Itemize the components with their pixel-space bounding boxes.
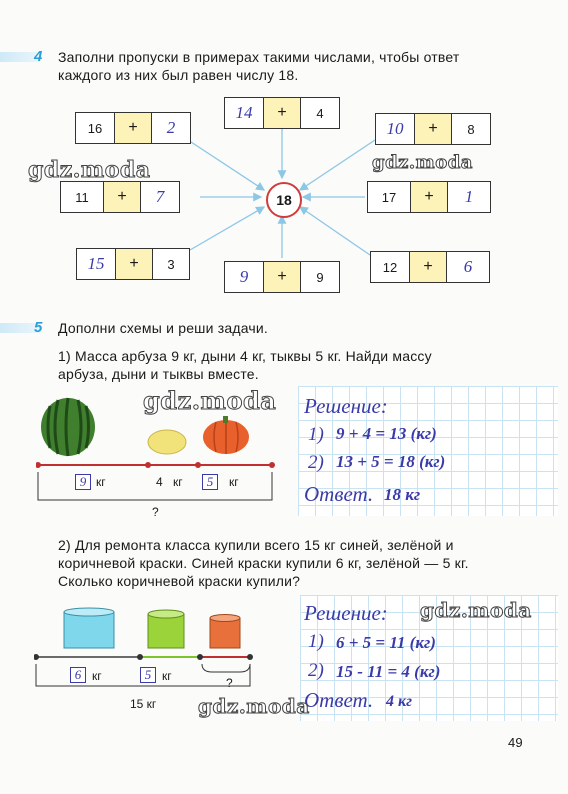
unit-label: кг <box>96 475 106 489</box>
melon-icon <box>148 430 186 454</box>
question-mark: ? <box>152 505 159 519</box>
step-number: 2) <box>308 452 324 473</box>
example-box <box>375 113 491 145</box>
task-number: 4 <box>34 48 43 65</box>
answer-value: 18 кг <box>384 485 421 504</box>
filled-value: 9 <box>75 474 91 490</box>
unit-label: кг <box>92 669 102 683</box>
example-term: 11 <box>61 182 104 212</box>
question-mark: ? <box>226 676 233 690</box>
example-box <box>224 97 340 129</box>
example-term: 17 <box>368 182 411 212</box>
filled-term: 6 <box>463 257 473 276</box>
watermark: gdz.moda <box>198 694 310 718</box>
watermark: gdz.moda <box>420 598 532 622</box>
watermark: gdz.moda <box>28 157 151 183</box>
example-term: 9 <box>316 269 324 285</box>
example-box <box>75 112 191 144</box>
filled-value: 5 <box>140 667 156 683</box>
example-term: 12 <box>371 252 410 282</box>
filled-term: 1 <box>464 187 474 206</box>
example-term: 16 <box>76 113 115 143</box>
answer-label: Ответ. <box>304 482 374 506</box>
example-term: 3 <box>167 256 175 272</box>
task-number: 5 <box>34 319 43 336</box>
plus-sign: + <box>264 262 301 292</box>
filled-term: 7 <box>155 187 165 206</box>
filled-term: 10 <box>376 114 415 144</box>
green-paint-can-icon <box>148 610 184 648</box>
example-box <box>367 181 491 213</box>
watermelon-icon <box>41 398 95 456</box>
unit-label: кг <box>162 669 172 683</box>
plus-sign: + <box>104 182 141 212</box>
problem1-scheme <box>36 396 286 524</box>
filled-value: 5 <box>202 474 218 490</box>
plus-sign: + <box>264 98 301 128</box>
task-text: Заполни пропуски в примерах такими числами, чтобы ответ <box>58 49 460 65</box>
unit-label: кг <box>173 475 183 489</box>
watermark: gdz.moda <box>143 386 277 415</box>
answer-value: 4 кг <box>386 693 413 710</box>
value-label: 4 <box>156 475 163 489</box>
plus-sign: + <box>116 249 153 279</box>
solution-step: 13 + 5 = 18 (кг) <box>336 452 446 471</box>
filled-value: 6 <box>70 667 86 683</box>
solution-heading: Решение: <box>304 601 388 625</box>
task-text: каждого из них был равен числу 18. <box>58 67 299 83</box>
filled-term: 2 <box>166 118 176 137</box>
arrow-line <box>188 140 264 190</box>
filled-term: 15 <box>77 249 116 279</box>
filled-term: 9 <box>225 262 264 292</box>
arrow-line <box>300 207 370 255</box>
arrow-line <box>190 207 264 250</box>
total-label: 15 кг <box>130 697 157 711</box>
target-number: 18 <box>266 182 302 218</box>
page-number: 49 <box>508 735 523 750</box>
solution-heading: Решение: <box>304 394 388 418</box>
example-box <box>76 248 190 280</box>
filled-term: 14 <box>225 98 264 128</box>
plus-sign: + <box>411 182 448 212</box>
plus-sign: + <box>410 252 447 282</box>
solution-step: 9 + 4 = 13 (кг) <box>336 424 437 443</box>
plus-sign: + <box>115 113 152 143</box>
problem-text: 1) Масса арбуза 9 кг, дыни 4 кг, тыквы 5 кг. Найди массу <box>58 348 432 364</box>
answer-label: Ответ. <box>304 688 374 712</box>
example-term: 8 <box>467 121 475 137</box>
plus-sign: + <box>415 114 452 144</box>
arrow-line <box>300 140 375 190</box>
solution-step: 15 - 11 = 4 (кг) <box>336 662 441 681</box>
watermark: gdz.moda <box>372 152 473 173</box>
pumpkin-icon <box>203 416 249 454</box>
problem-text: Сколько коричневой краски купили? <box>58 573 301 589</box>
step-number: 1) <box>308 424 324 445</box>
example-term: 4 <box>316 105 324 121</box>
brown-paint-can-icon <box>210 615 240 649</box>
example-box <box>224 261 340 293</box>
solution-step: 6 + 5 = 11 (кг) <box>336 633 436 652</box>
unit-label: кг <box>229 475 239 489</box>
step-number: 2) <box>308 660 324 681</box>
example-box <box>60 181 180 213</box>
problem-text: арбуза, дыни и тыквы вместе. <box>58 366 259 382</box>
problem-text: коричневой краски. Синей краски купили 6 кг, зелёной — 5 кг. <box>58 555 469 571</box>
problem-text: 2) Для ремонта класса купили всего 15 кг синей, зелёной и <box>58 537 454 553</box>
example-box <box>370 251 490 283</box>
step-number: 1) <box>308 631 324 652</box>
blue-paint-can-icon <box>64 608 114 648</box>
task-title: Дополни схемы и реши задачи. <box>58 320 268 336</box>
